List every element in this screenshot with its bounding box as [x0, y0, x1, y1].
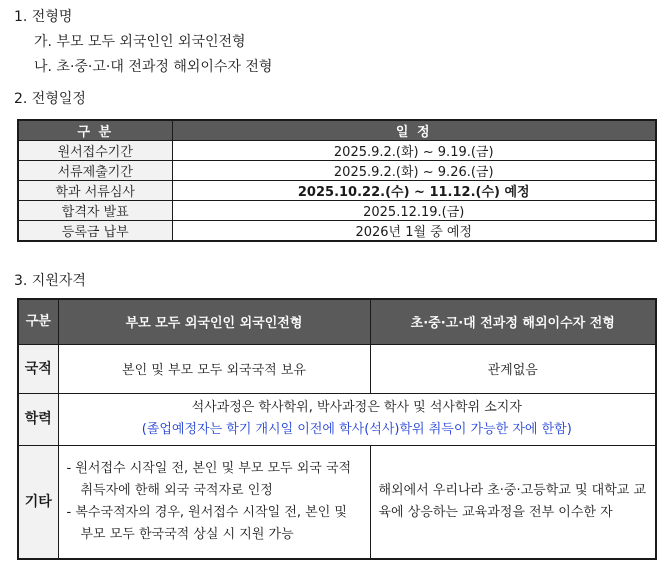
list-item: - 원서접수 시작일 전, 본인 및 부모 모두 외국 국적 취득자에 한해 외국 국적자로 인정 [66, 460, 352, 498]
row-label-education: 학력 [18, 393, 58, 445]
schedule-value: 2026년 1월 중 예정 [172, 221, 656, 242]
table-row [18, 393, 656, 445]
section1-title: 1. 전형명 [14, 9, 73, 25]
nationality-col2: 관계없음 [370, 344, 656, 393]
schedule-value: 2025.9.2.(화) ~ 9.19.(금) [172, 141, 656, 161]
table-row [18, 161, 656, 181]
section2-title: 2. 전형일정 [14, 91, 86, 107]
eligibility-table [17, 298, 657, 560]
table-row [18, 181, 656, 201]
education-cell [58, 393, 656, 445]
eligibility-header-side: 구분 [18, 299, 58, 344]
schedule-label: 등록금 납부 [18, 221, 172, 242]
section1-item-2: 나. 초·중·고·대 전과정 해외이수자 전형 [34, 59, 273, 75]
eligibility-header-row [18, 299, 656, 344]
other-col2-text: 해외에서 우리나라 초·중·고등학교 및 대학교 교육에 상응하는 교육과정을 전부 이수한 자 [378, 482, 647, 520]
other-col1 [58, 445, 370, 559]
nationality-col1: 본인 및 부모 모두 외국국적 보유 [58, 344, 370, 393]
schedule-header-row [18, 120, 656, 141]
education-line1: 석사과정은 학사학위, 박사과정은 학사 및 석사학위 소지자 [191, 400, 522, 415]
schedule-label: 학과 서류심사 [18, 181, 172, 201]
schedule-label: 원서접수기간 [18, 141, 172, 161]
schedule-value: 2025.12.19.(금) [172, 201, 656, 221]
eligibility-header-col2: 초·중·고·대 전과정 해외이수자 전형 [370, 299, 656, 344]
schedule-value: 2025.9.2.(화) ~ 9.26.(금) [172, 161, 656, 181]
schedule-value: 2025.10.22.(수) ~ 11.12.(수) 예정 [172, 181, 656, 201]
schedule-header-date: 일 정 [172, 120, 656, 141]
other-col2 [370, 445, 656, 559]
table-row [18, 141, 656, 161]
list-item: - 복수국적자의 경우, 원서접수 시작일 전, 본인 및 부모 모두 한국국적 상실 시 지원 가능 [66, 504, 347, 542]
table-row [18, 201, 656, 221]
section3-title: 3. 지원자격 [14, 273, 86, 289]
schedule-label: 서류제출기간 [18, 161, 172, 181]
schedule-header-category: 구 분 [18, 120, 172, 141]
eligibility-header-col1: 부모 모두 외국인인 외국인전형 [58, 299, 370, 344]
row-label-nationality: 국적 [18, 344, 58, 393]
section1-item-1: 가. 부모 모두 외국인인 외국인전형 [34, 34, 246, 50]
table-row [18, 221, 656, 242]
schedule-label: 합격자 발표 [18, 201, 172, 221]
education-line2-note: (졸업예정자는 학기 개시일 이전에 학사(석사)학위 취득이 가능한 자에 한함) [141, 422, 572, 437]
table-row [18, 445, 656, 559]
table-row [18, 344, 656, 393]
row-label-other: 기타 [18, 445, 58, 559]
schedule-table [17, 119, 657, 242]
